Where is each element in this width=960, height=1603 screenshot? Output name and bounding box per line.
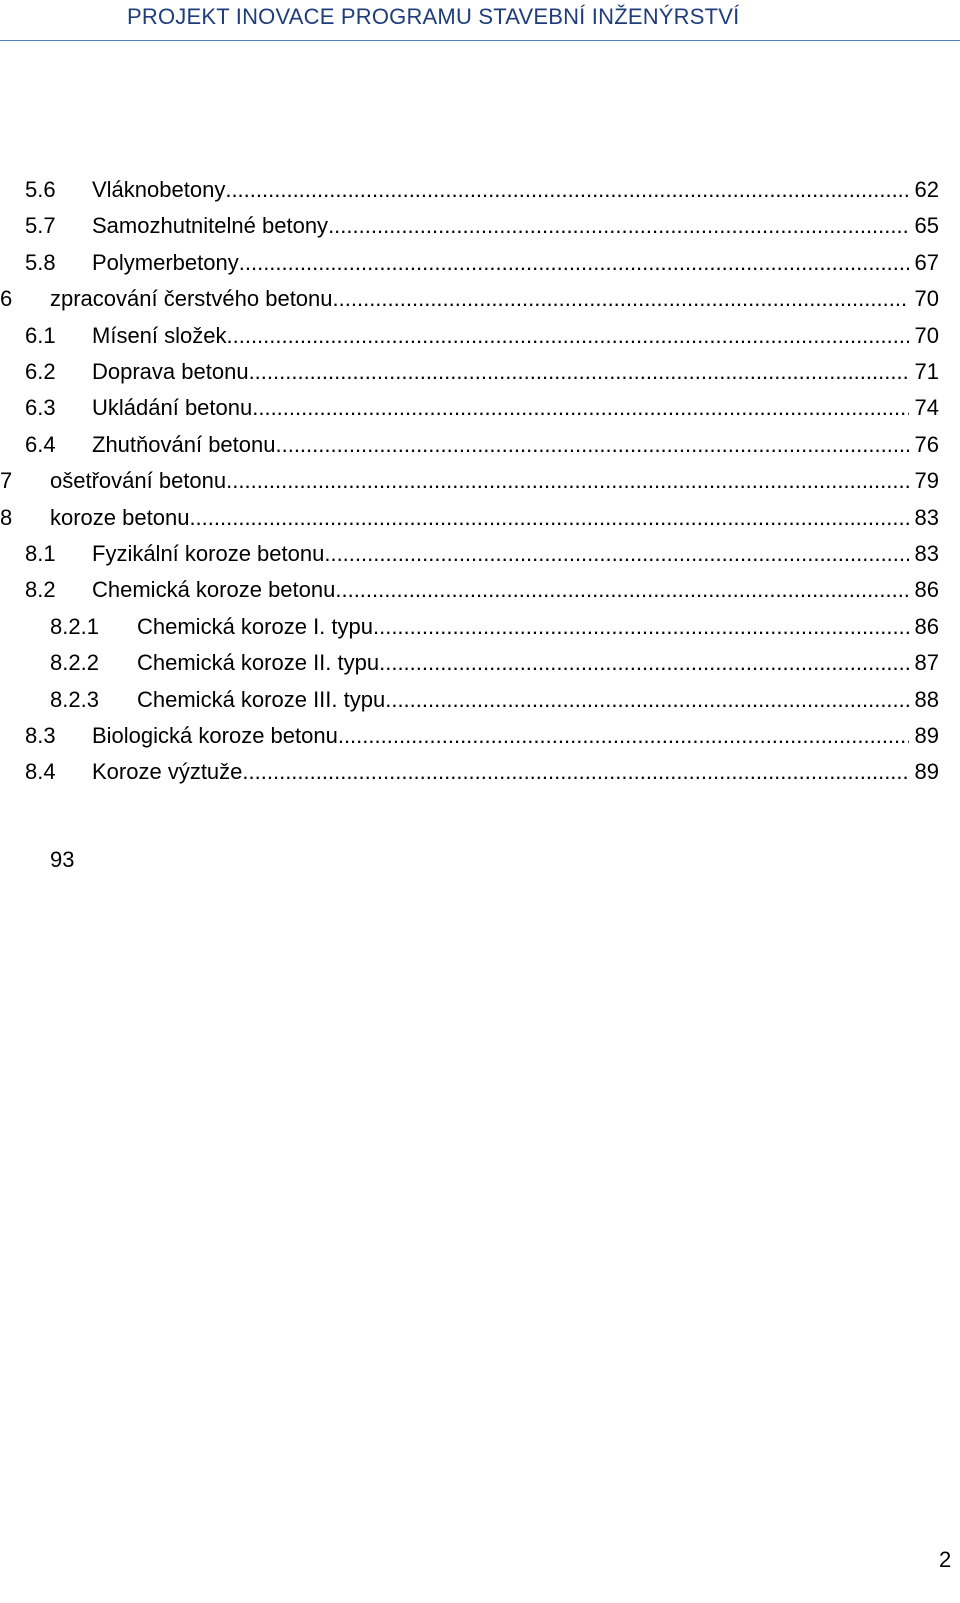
- toc-entry-page: 65: [914, 213, 939, 239]
- toc-entry-page: 89: [914, 723, 939, 748]
- toc-entry-text: [92, 431, 939, 459]
- toc-entry[interactable]: [0, 649, 960, 677]
- toc-entry-page: 70: [914, 286, 939, 312]
- toc-entry[interactable]: [0, 576, 960, 604]
- toc-entry-number: 7: [0, 468, 13, 494]
- toc-entry-label: Ukládání betonu: [92, 395, 253, 421]
- toc-dot-leader: [379, 649, 908, 677]
- toc-entry[interactable]: [0, 176, 960, 204]
- toc-entry[interactable]: [0, 212, 960, 240]
- toc-dot-leader: [226, 467, 908, 495]
- page-header: [0, 0, 960, 41]
- toc-dot-leader: [333, 285, 909, 313]
- toc-entry[interactable]: [0, 540, 960, 568]
- toc-dot-leader: [239, 249, 909, 277]
- toc-entry[interactable]: [0, 358, 960, 386]
- toc-entry-text: [92, 394, 939, 422]
- toc-dot-leader: [189, 504, 908, 532]
- toc-dot-leader: [249, 358, 909, 386]
- toc-entry-text: [50, 467, 939, 495]
- toc-entry-number: 8.2.3: [50, 686, 99, 712]
- toc-entry-label: Chemická koroze I. typu: [137, 613, 373, 639]
- toc-entry[interactable]: [0, 613, 960, 641]
- toc-entry-text: [92, 540, 939, 568]
- toc-entry-text: [92, 358, 939, 386]
- toc-dot-leader: [328, 212, 908, 240]
- toc-entry-number: 8.3: [25, 723, 56, 748]
- toc-entry-label: Chemická koroze betonu: [92, 577, 336, 603]
- toc-dot-leader: [227, 322, 909, 350]
- toc-entry[interactable]: [0, 322, 960, 350]
- toc-entry-number: 6.1: [25, 322, 56, 348]
- toc-entry-label: koroze betonu: [50, 504, 190, 530]
- toc-entry-page: 83: [914, 541, 939, 566]
- toc-entry[interactable]: [0, 686, 960, 714]
- toc-entry[interactable]: [0, 394, 960, 422]
- toc-dot-leader: [335, 576, 908, 604]
- toc-entry-text: [137, 649, 939, 677]
- toc-dot-leader: [324, 540, 908, 568]
- toc-entry-number: 6: [0, 286, 13, 312]
- toc-entry-number: 5.6: [25, 177, 56, 202]
- toc-entry-label: Fyzikální koroze betonu: [92, 541, 325, 566]
- toc-entry-page: 87: [914, 650, 939, 676]
- toc-entry-label: Polymerbetony: [92, 249, 239, 275]
- toc-entry-label: ošetřování betonu: [50, 468, 227, 494]
- toc-entry-number: 8.2.2: [50, 650, 99, 676]
- toc-entry-number: 6.2: [25, 359, 56, 384]
- toc-entry-number: 6.4: [25, 431, 56, 457]
- toc-entry-number: 5.8: [25, 249, 56, 275]
- toc-entry-text: [92, 758, 939, 786]
- toc-entry-number: 8.1: [25, 541, 56, 566]
- toc-entry-text: [137, 686, 939, 714]
- toc-entry-page: 89: [914, 759, 939, 785]
- page-number: 2: [939, 1547, 952, 1572]
- toc-entry-page: 62: [914, 177, 939, 202]
- toc-entry-label: Chemická koroze III. typu: [137, 686, 386, 712]
- toc-entry-number: 5.7: [25, 213, 56, 239]
- toc-entry-page: 83: [914, 504, 939, 530]
- toc-entry-text: [92, 249, 939, 277]
- toc-entry-label: Doprava betonu: [92, 359, 249, 384]
- toc-entry[interactable]: [0, 504, 960, 532]
- toc-entry[interactable]: [0, 758, 960, 786]
- toc-dot-leader: [242, 758, 908, 786]
- toc-entry-number: 6.3: [25, 395, 56, 421]
- toc-entry-page: 70: [914, 322, 939, 348]
- toc-entry-text: [50, 285, 939, 313]
- toc-entry-text: [92, 176, 939, 204]
- toc-entry-label: Koroze výztuže: [92, 759, 243, 785]
- toc-entry[interactable]: [0, 467, 960, 495]
- toc-entry-page: 67: [914, 249, 939, 275]
- toc-entry-text: [50, 504, 939, 532]
- toc-entry-label: Chemická koroze II. typu: [137, 650, 380, 676]
- toc-entry-page: 71: [914, 359, 939, 384]
- toc-entry[interactable]: [0, 285, 960, 313]
- stray-page-number: 93: [50, 847, 75, 872]
- toc-entry-number: 8.2: [25, 577, 56, 603]
- toc-entry[interactable]: [0, 722, 960, 750]
- toc-entry-label: Samozhutnitelné betony: [92, 213, 329, 239]
- toc-entry-text: [92, 722, 939, 750]
- toc-dot-leader: [385, 686, 908, 714]
- toc-dot-leader: [373, 613, 909, 641]
- header-title: PROJEKT INOVACE PROGRAMU STAVEBNÍ INŽENÝRSTVÍ: [127, 4, 740, 29]
- toc-entry-page: 79: [914, 468, 939, 494]
- toc-entry[interactable]: [0, 431, 960, 459]
- toc-entry-number: 8: [0, 504, 13, 530]
- toc-entry-label: Mísení složek: [92, 322, 227, 348]
- toc-entry-label: Zhutňování betonu: [92, 431, 276, 457]
- toc-entry-number: 8.2.1: [50, 613, 99, 639]
- toc-dot-leader: [225, 176, 908, 204]
- toc-dot-leader: [338, 722, 909, 750]
- toc-entry-page: 88: [914, 686, 939, 712]
- toc-entry-number: 8.4: [25, 759, 56, 785]
- toc-entry-page: 74: [914, 395, 939, 421]
- toc-entry-text: [92, 576, 939, 604]
- toc-entry-label: Biologická koroze betonu: [92, 723, 338, 748]
- toc-entry-label: zpracování čerstvého betonu: [50, 286, 333, 312]
- toc-entry-page: 86: [914, 613, 939, 639]
- toc-entry-page: 76: [914, 431, 939, 457]
- toc-entry-text: [92, 212, 939, 240]
- toc-entry[interactable]: [0, 249, 960, 277]
- toc-entry-page: 86: [914, 577, 939, 603]
- toc-entry-text: [137, 613, 939, 641]
- toc-dot-leader: [252, 394, 908, 422]
- toc-entry-text: [92, 322, 939, 350]
- toc-entry-label: Vláknobetony: [92, 177, 226, 202]
- toc-dot-leader: [275, 431, 908, 459]
